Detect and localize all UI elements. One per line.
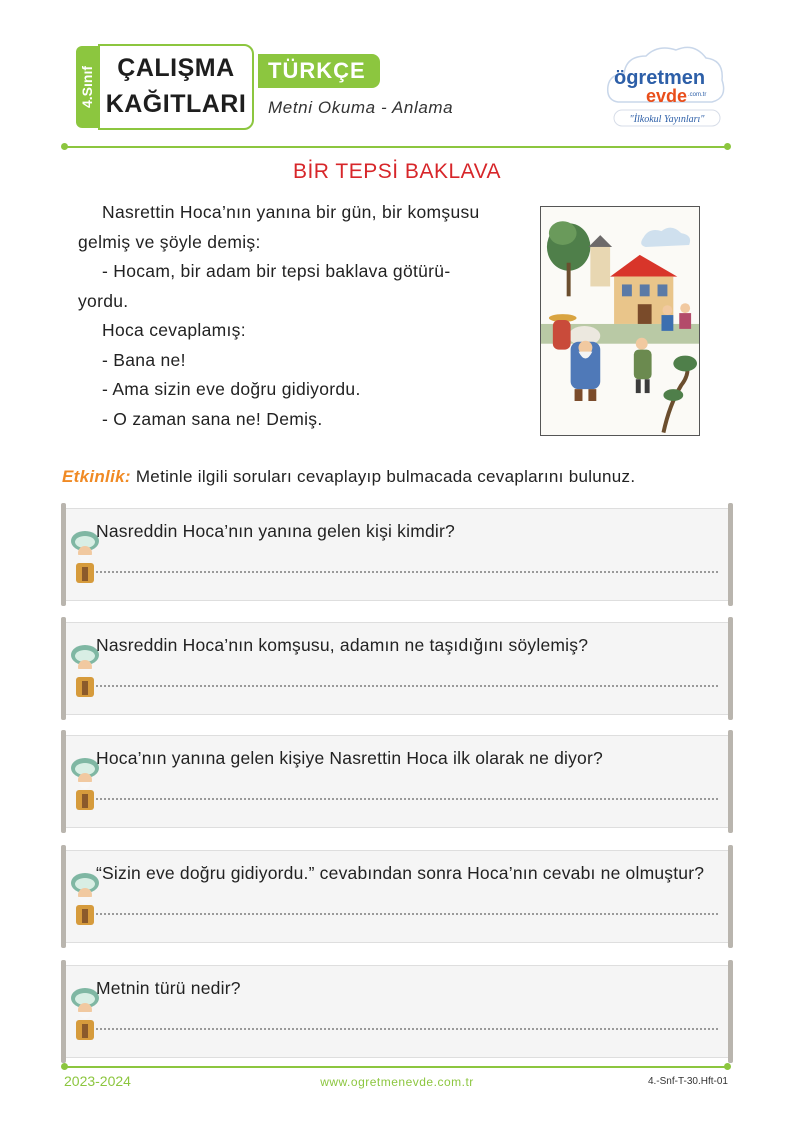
- question-text: Nasreddin Hoca’nın komşusu, adamın ne taşıdığını söylemiş?: [96, 635, 589, 655]
- question-card: [63, 508, 731, 601]
- story-line: Hoca cevaplamış:: [102, 320, 246, 340]
- scroll-rod: [728, 503, 733, 606]
- header-divider: [64, 146, 728, 148]
- scroll-rod: [61, 960, 66, 1063]
- answer-line[interactable]: [96, 571, 718, 573]
- question-text: Hoca’nın yanına gelen kişiye Nasrettin Hoca ilk olarak ne diyor?: [96, 748, 603, 768]
- question-text: Metnin türü nedir?: [96, 978, 241, 998]
- logo-name-2: evde: [646, 86, 688, 106]
- task-label: Etkinlik:: [62, 467, 131, 486]
- scroll-rod: [728, 845, 733, 948]
- scroll-rod: [728, 730, 733, 833]
- question-text: “Sizin eve doğru gidiyordu.” cevabından sonra Hoca’nın cevabı ne olmuştur?: [96, 863, 705, 883]
- task-instruction: [62, 467, 635, 487]
- logo-name: ögretmen: [614, 67, 706, 89]
- answer-line[interactable]: [96, 685, 718, 687]
- topic-label: Metni Okuma - Anlama: [268, 98, 454, 117]
- story-line: yordu.: [78, 290, 129, 311]
- story-line: Nasrettin Hoca’nın yanına bir gün, bir komşusu: [102, 202, 480, 222]
- scroll-rod: [728, 960, 733, 1063]
- story-line: - O zaman sana ne! Demiş.: [102, 408, 323, 429]
- footer-code: 4.-Snf-T-30.Hft-01: [647, 1076, 728, 1087]
- worksheet-title-box: [98, 44, 254, 130]
- story-line: gelmiş ve şöyle demiş:: [78, 231, 261, 252]
- publisher-logo: [604, 40, 728, 132]
- answer-line[interactable]: [96, 798, 718, 800]
- scroll-rod: [61, 845, 66, 948]
- footer-year: 2023-2024: [64, 1073, 131, 1089]
- footer-divider: [64, 1066, 728, 1068]
- footer-url[interactable]: www.ogretmenevde.com.tr: [320, 1075, 474, 1089]
- answer-line[interactable]: [96, 1028, 718, 1030]
- title-line-1: ÇALIŞMA: [117, 54, 235, 82]
- question-card: [63, 965, 731, 1058]
- story-text: [78, 198, 518, 434]
- question-card: [63, 735, 731, 828]
- scroll-rod: [728, 617, 733, 720]
- story-line: - Ama sizin eve doğru gidiyordu.: [102, 379, 361, 399]
- story-illustration: [540, 206, 700, 436]
- subject-label: TÜRKÇE: [258, 54, 380, 88]
- title-line-2: KAĞITLARI: [105, 90, 247, 118]
- task-text: Metinle ilgili soruları cevaplayıp bulmacada cevaplarını bulunuz.: [130, 467, 636, 486]
- scroll-rod: [61, 730, 66, 833]
- grade-label: 4.Sınıf: [79, 65, 95, 109]
- story-line: - Bana ne!: [102, 349, 186, 370]
- logo-tagline: "İlkokul Yayınları": [629, 114, 705, 125]
- logo-domain: .com.tr: [688, 92, 707, 98]
- grade-tab: [76, 46, 98, 128]
- scroll-rod: [61, 503, 66, 606]
- story-title: BİR TEPSİ BAKLAVA: [292, 160, 502, 183]
- answer-line[interactable]: [96, 913, 718, 915]
- scroll-rod: [61, 617, 66, 720]
- story-line: - Hocam, bir adam bir tepsi baklava götürü-: [102, 261, 451, 281]
- question-text: Nasreddin Hoca’nın yanına gelen kişi kimdir?: [96, 521, 455, 541]
- question-card: [63, 622, 731, 715]
- question-card: [63, 850, 731, 943]
